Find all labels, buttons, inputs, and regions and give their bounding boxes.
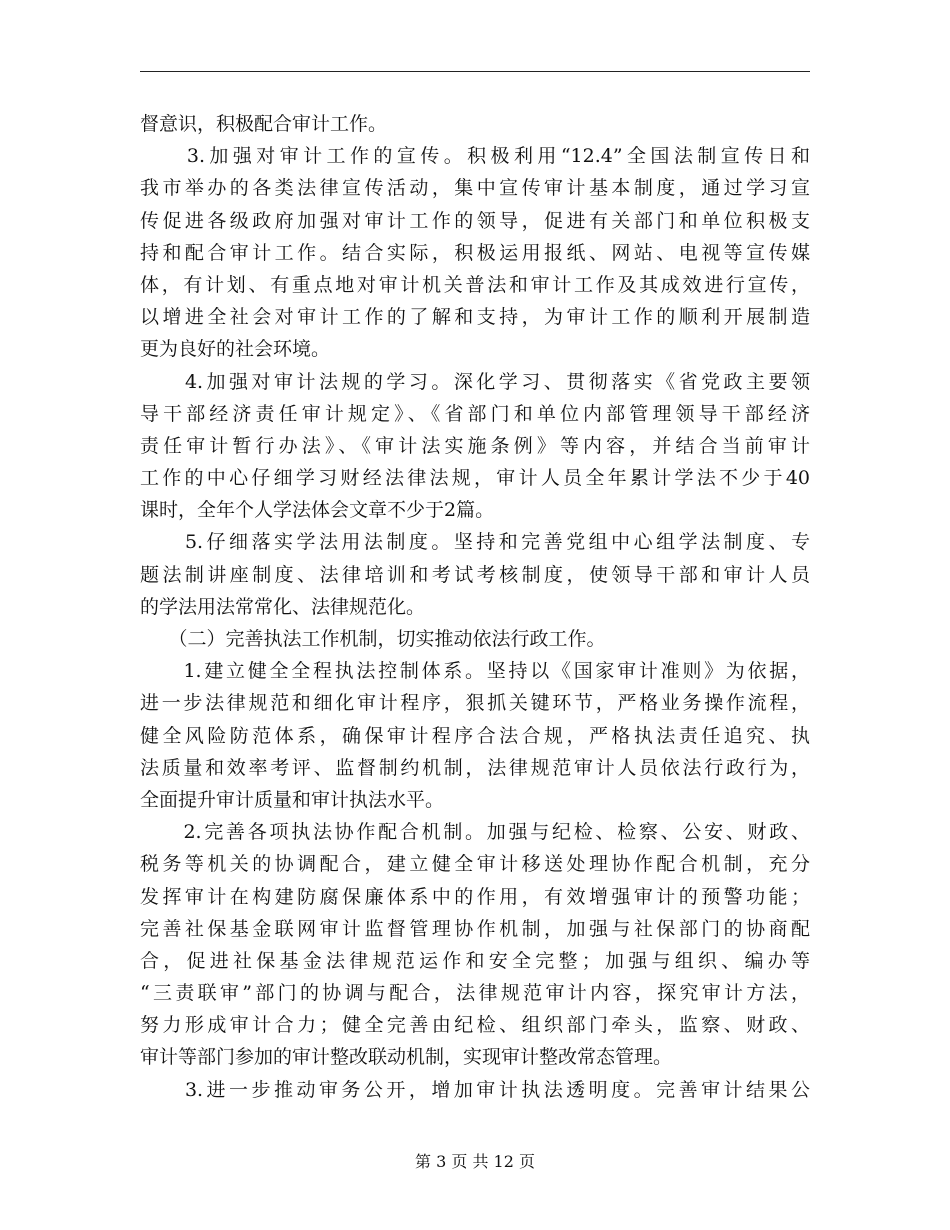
text-line: 3.加强对审计工作的宣传。积极利用“12.4”全国法制宣传日和 bbox=[140, 145, 810, 168]
document-body bbox=[140, 108, 810, 1106]
text-line: 法质量和效率考评、监督制约机制，法律规范审计人员依法行政行为， bbox=[140, 756, 810, 779]
text-line: “三责联审”部门的协调与配合，法律规范审计内容，探究审计方法， bbox=[140, 982, 810, 1005]
text-line: 5.仔细落实学法用法制度。坚持和完善党组中心组学法制度、专 bbox=[140, 531, 810, 554]
text-line: 体，有计划、有重点地对审计机关普法和审计工作及其成效进行宣传， bbox=[140, 273, 810, 296]
text-line: 完善社保基金联网审计监督管理协作机制，加强与社保部门的协商配 bbox=[140, 917, 810, 940]
header-rule bbox=[140, 71, 810, 72]
text-line: 持和配合审计工作。结合实际，积极运用报纸、网站、电视等宣传媒 bbox=[140, 241, 810, 264]
text-line: 4.加强对审计法规的学习。深化学习、贯彻落实《省党政主要领 bbox=[140, 370, 810, 393]
text-line: 审计等部门参加的审计整改联动机制，实现审计整改常态管理。 bbox=[140, 1046, 673, 1069]
text-line: 以增进全社会对审计工作的了解和支持，为审计工作的顺利开展制造 bbox=[140, 306, 810, 329]
text-line: 更为良好的社会环境。 bbox=[140, 338, 331, 361]
text-line: 2.完善各项执法协作配合机制。加强与纪检、检察、公安、财政、 bbox=[140, 821, 810, 844]
text-line: 发挥审计在构建防腐保廉体系中的作用，有效增强审计的预警功能； bbox=[140, 885, 810, 908]
text-line: 税务等机关的协调配合，建立健全审计移送处理协作配合机制，充分 bbox=[140, 853, 810, 876]
text-line: 努力形成审计合力；健全完善由纪检、组织部门牵头，监察、财政、 bbox=[140, 1014, 810, 1037]
text-line: 合，促进社保基金法律规范运作和安全完整；加强与组织、编办等 bbox=[140, 949, 810, 972]
text-line: 传促进各级政府加强对审计工作的领导，促进有关部门和单位积极支 bbox=[140, 209, 810, 232]
text-line: 健全风险防范体系，确保审计程序合法合规，严格执法责任追究、执 bbox=[140, 724, 810, 747]
text-line: 全面提升审计质量和审计执法水平。 bbox=[140, 788, 445, 811]
text-line: 题法制讲座制度、法律培训和考试考核制度，使领导干部和审计人员 bbox=[140, 563, 810, 586]
text-line: 工作的中心仔细学习财经法律法规，审计人员全年累计学法不少于40 bbox=[140, 467, 810, 490]
text-line: 1.建立健全全程执法控制体系。坚持以《国家审计准则》为依据， bbox=[140, 660, 810, 683]
text-line: （二）完善执法工作机制，切实推动依法行政工作。 bbox=[140, 628, 606, 650]
text-line: 课时，全年个人学法体会文章不少于2篇。 bbox=[140, 499, 495, 522]
page-footer: 第 3 页 共 12 页 bbox=[415, 1152, 535, 1171]
text-line: 的学法用法常常化、法律规范化。 bbox=[140, 595, 426, 618]
text-line: 导干部经济责任审计规定》、《省部门和单位内部管理领导干部经济 bbox=[140, 402, 810, 425]
text-line: 我市举办的各类法律宣传活动，集中宣传审计基本制度，通过学习宣 bbox=[140, 177, 810, 200]
text-line: 督意识，积极配合审计工作。 bbox=[140, 113, 388, 135]
text-line: 责任审计暂行办法》、《审计法实施条例》等内容，并结合当前审计 bbox=[140, 434, 810, 457]
text-line: 3.进一步推动审务公开，增加审计执法透明度。完善审计结果公 bbox=[140, 1078, 810, 1101]
text-line: 进一步法律规范和细化审计程序，狠抓关键环节，严格业务操作流程， bbox=[140, 692, 810, 715]
